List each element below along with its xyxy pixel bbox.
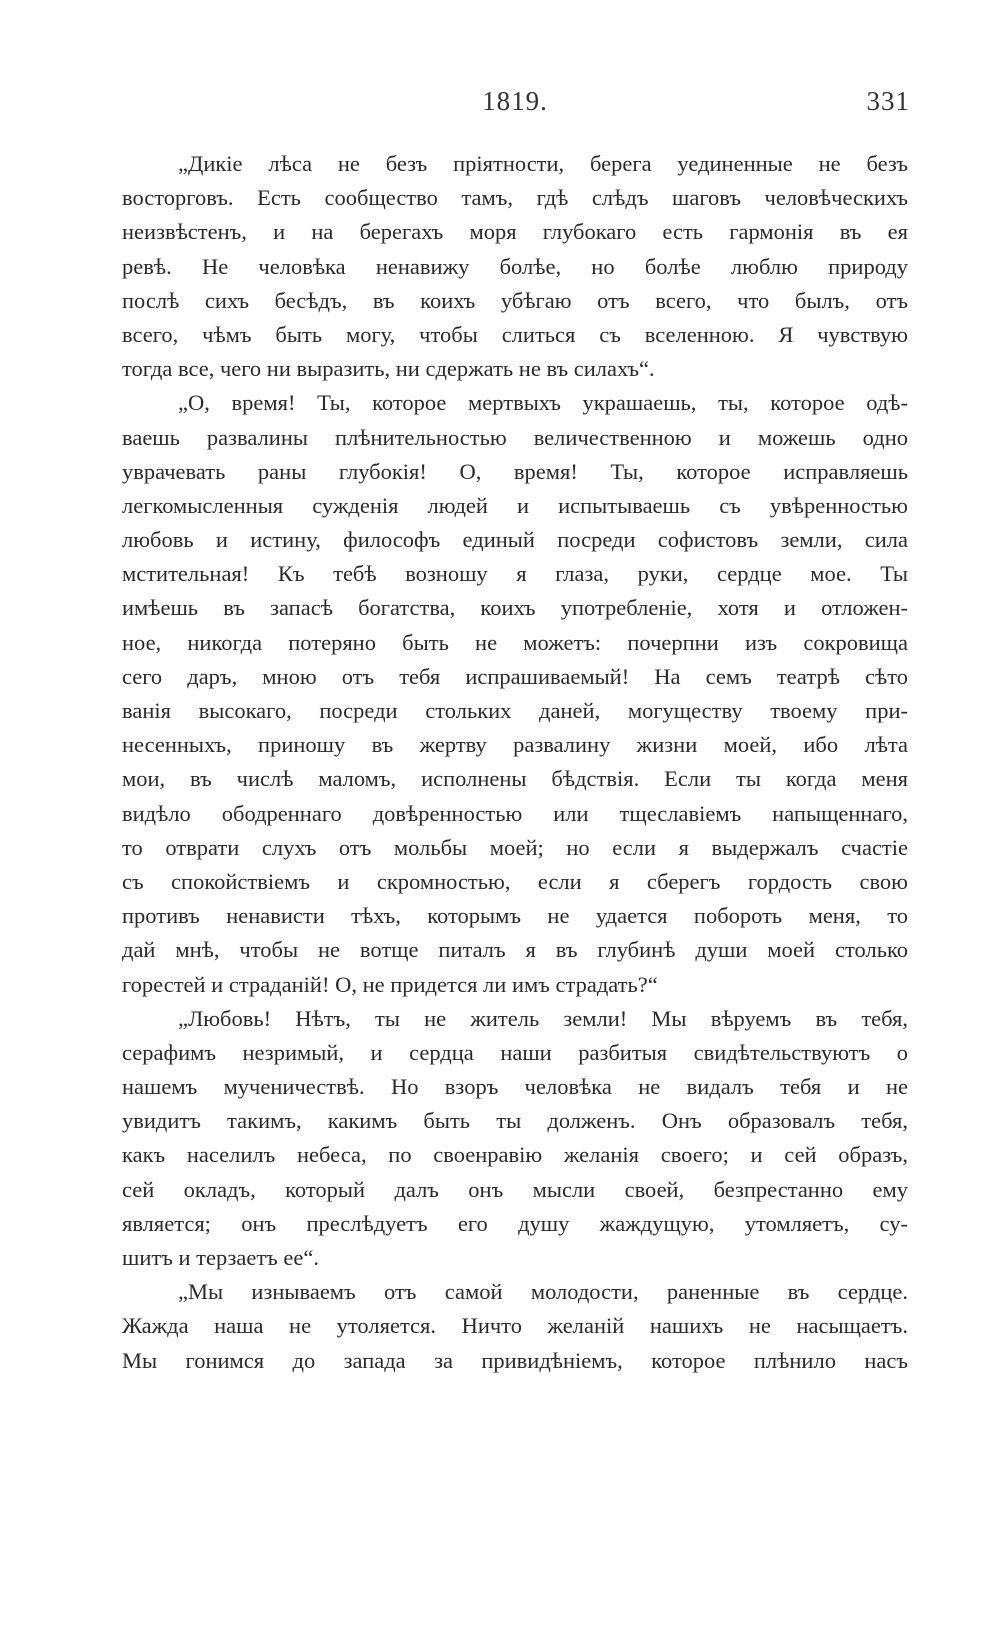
text-line: мои, въ числѣ маломъ, исполнены бѣдствія. Если ты когда меня [122, 766, 908, 792]
text-line: съ спокойствіемъ и скромностью, если я сберегъ гордость свою [122, 868, 908, 894]
page-number: 331 [866, 86, 910, 116]
paragraph-2 [122, 386, 908, 1001]
text-line: тогда все, чего ни выразить, ни сдержать не въ силахъ“. [122, 356, 655, 382]
text-line: ное, никогда потеряно быть не можетъ: почерпни изъ сокровища [122, 629, 908, 655]
text-line: ревѣ. Не человѣка ненавижу болѣе, но болѣе люблю природу [122, 253, 908, 279]
running-head-year: 1819. [482, 86, 548, 116]
text-line: „Любовь! Нѣтъ, ты не житель земли! Мы вѣруемъ въ тебя, [178, 1005, 908, 1031]
text-line: дай мнѣ, чтобы не вотще питалъ я въ глубинѣ души моей столько [122, 937, 908, 963]
text-line: нашемъ мученичествѣ. Но взоръ человѣка не видалъ тебя и не [122, 1074, 908, 1100]
text-line: восторговъ. Есть сообщество тамъ, гдѣ слѣдъ шаговъ человѣческихъ [122, 185, 908, 211]
text-line: серафимъ незримый, и сердца наши разбитыя свидѣтельствуютъ о [122, 1039, 908, 1065]
running-head [120, 86, 910, 126]
text-body [122, 147, 908, 1378]
text-line: „О, время! Ты, которое мертвыхъ украшаешь, ты, которое одѣ- [178, 390, 908, 416]
text-line: то отврати слухъ отъ мольбы моей; но если я выдержалъ счастіе [122, 834, 908, 860]
text-line: горестей и страданій! О, не придется ли имъ страдать?“ [122, 971, 658, 997]
text-line: послѣ сихъ бесѣдъ, въ коихъ убѣгаю отъ всего, что былъ, отъ [122, 287, 908, 313]
text-line: ваешь развалины плѣнительностью величественною и можешь одно [122, 424, 908, 450]
text-line: увидитъ такимъ, какимъ быть ты долженъ. Онъ образовалъ тебя, [122, 1108, 908, 1134]
text-line: имѣешь въ запасѣ богатства, коихъ употребленіе, хотя и отложен- [122, 595, 908, 621]
text-line: мстительная! Къ тебѣ возношу я глаза, руки, сердце мое. Ты [122, 561, 908, 587]
text-line: несенныхъ, приношу въ жертву развалину жизни моей, ибо лѣта [122, 732, 908, 758]
text-line: „Мы изнываемъ отъ самой молодости, раненные въ сердце. [178, 1279, 908, 1305]
text-line: всего, чѣмъ быть могу, чтобы слиться съ вселенною. Я чувствую [122, 321, 908, 347]
text-line: уврачевать раны глубокія! О, время! Ты, которое исправляешь [122, 458, 908, 484]
text-line: неизвѣстенъ, и на берегахъ моря глубокаго есть гармонія въ ея [122, 219, 908, 245]
text-line: является; онъ преслѣдуетъ его душу жаждущую, утомляетъ, су- [122, 1210, 908, 1236]
text-line: видѣло ободреннаго довѣренностью или тщеславіемъ напыщеннаго, [122, 800, 908, 826]
text-line: ванія высокаго, посреди стольких даней, могуществу твоему при- [122, 698, 908, 723]
paragraph-1 [122, 147, 908, 386]
text-line: любовь и истину, философъ единый посреди софистовъ земли, сила [122, 527, 908, 553]
text-line: шитъ и терзаетъ ее“. [122, 1245, 320, 1270]
text-line: противъ ненависти тѣхъ, которымъ не удается побороть меня, то [122, 903, 908, 929]
paragraph-3 [122, 1002, 908, 1276]
text-line: сей окладъ, который далъ онъ мысли своей, безпрестанно ему [122, 1176, 908, 1202]
paragraph-4 [122, 1275, 908, 1378]
text-line: Мы гонимся до запада за привидѣніемъ, которое плѣнило насъ [122, 1347, 908, 1373]
text-line: Жажда наша не утоляется. Ничто желаній нашихъ не насыщаетъ. [122, 1313, 908, 1339]
text-line: сего даръ, мною отъ тебя испрашиваемый! На семъ театрѣ сѣто [122, 663, 908, 689]
text-line: легкомысленныя сужденія людей и испытываешь съ увѣренностью [122, 492, 908, 518]
text-line: „Дикіе лѣса не безъ пріятности, берега уединенные не безъ [178, 151, 908, 176]
text-line: какъ населилъ небеса, по своенравію желанія своего; и сей образъ, [122, 1142, 908, 1168]
